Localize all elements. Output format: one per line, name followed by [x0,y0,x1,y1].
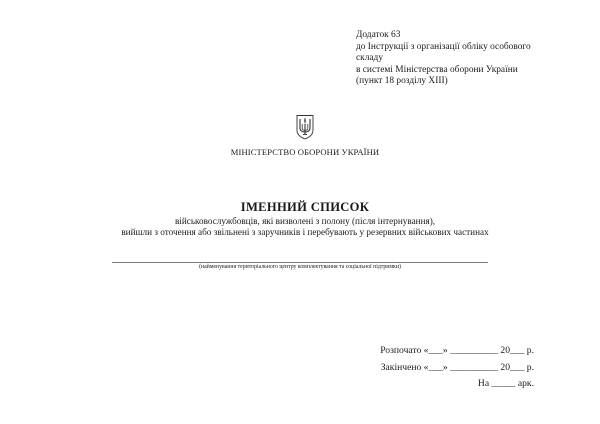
appendix-line-3: складу [356,53,384,64]
center-name-fill-line [112,262,488,263]
appendix-line-1: Додаток 63 [356,30,401,40]
appendix-line-5: (пункт 18 розділу XIII) [356,76,448,87]
appendix-note [356,30,566,88]
document-title: ІМЕННИЙ СПИСОК [240,200,370,214]
center-name-caption: (найменування територіального центру комплектування та соціальної підтримки) [199,264,401,270]
appendix-line-4: в системі Міністерства оборони України [356,64,518,75]
started-date-field: Розпочато «___» __________ 20___ р. [380,345,534,356]
appendix-line-2: до Інструкції з організації обліку особового [356,41,531,52]
document-subtitle-line-1: військовослужбовців, які визволені з полону (після інтернування), [174,216,436,226]
sheets-count-field: На _____ арк. [477,378,534,389]
ministry-name: МІНІСТЕРСТВО ОБОРОНИ УКРАЇНИ [230,147,380,157]
finished-date-field: Закінчено «___» __________ 20___ р. [380,362,534,373]
document-subtitle-line-2: вийшли з оточення або звільнені з заручників і перебувають у резервних військових частинах [121,227,489,237]
trident-icon [295,114,315,140]
